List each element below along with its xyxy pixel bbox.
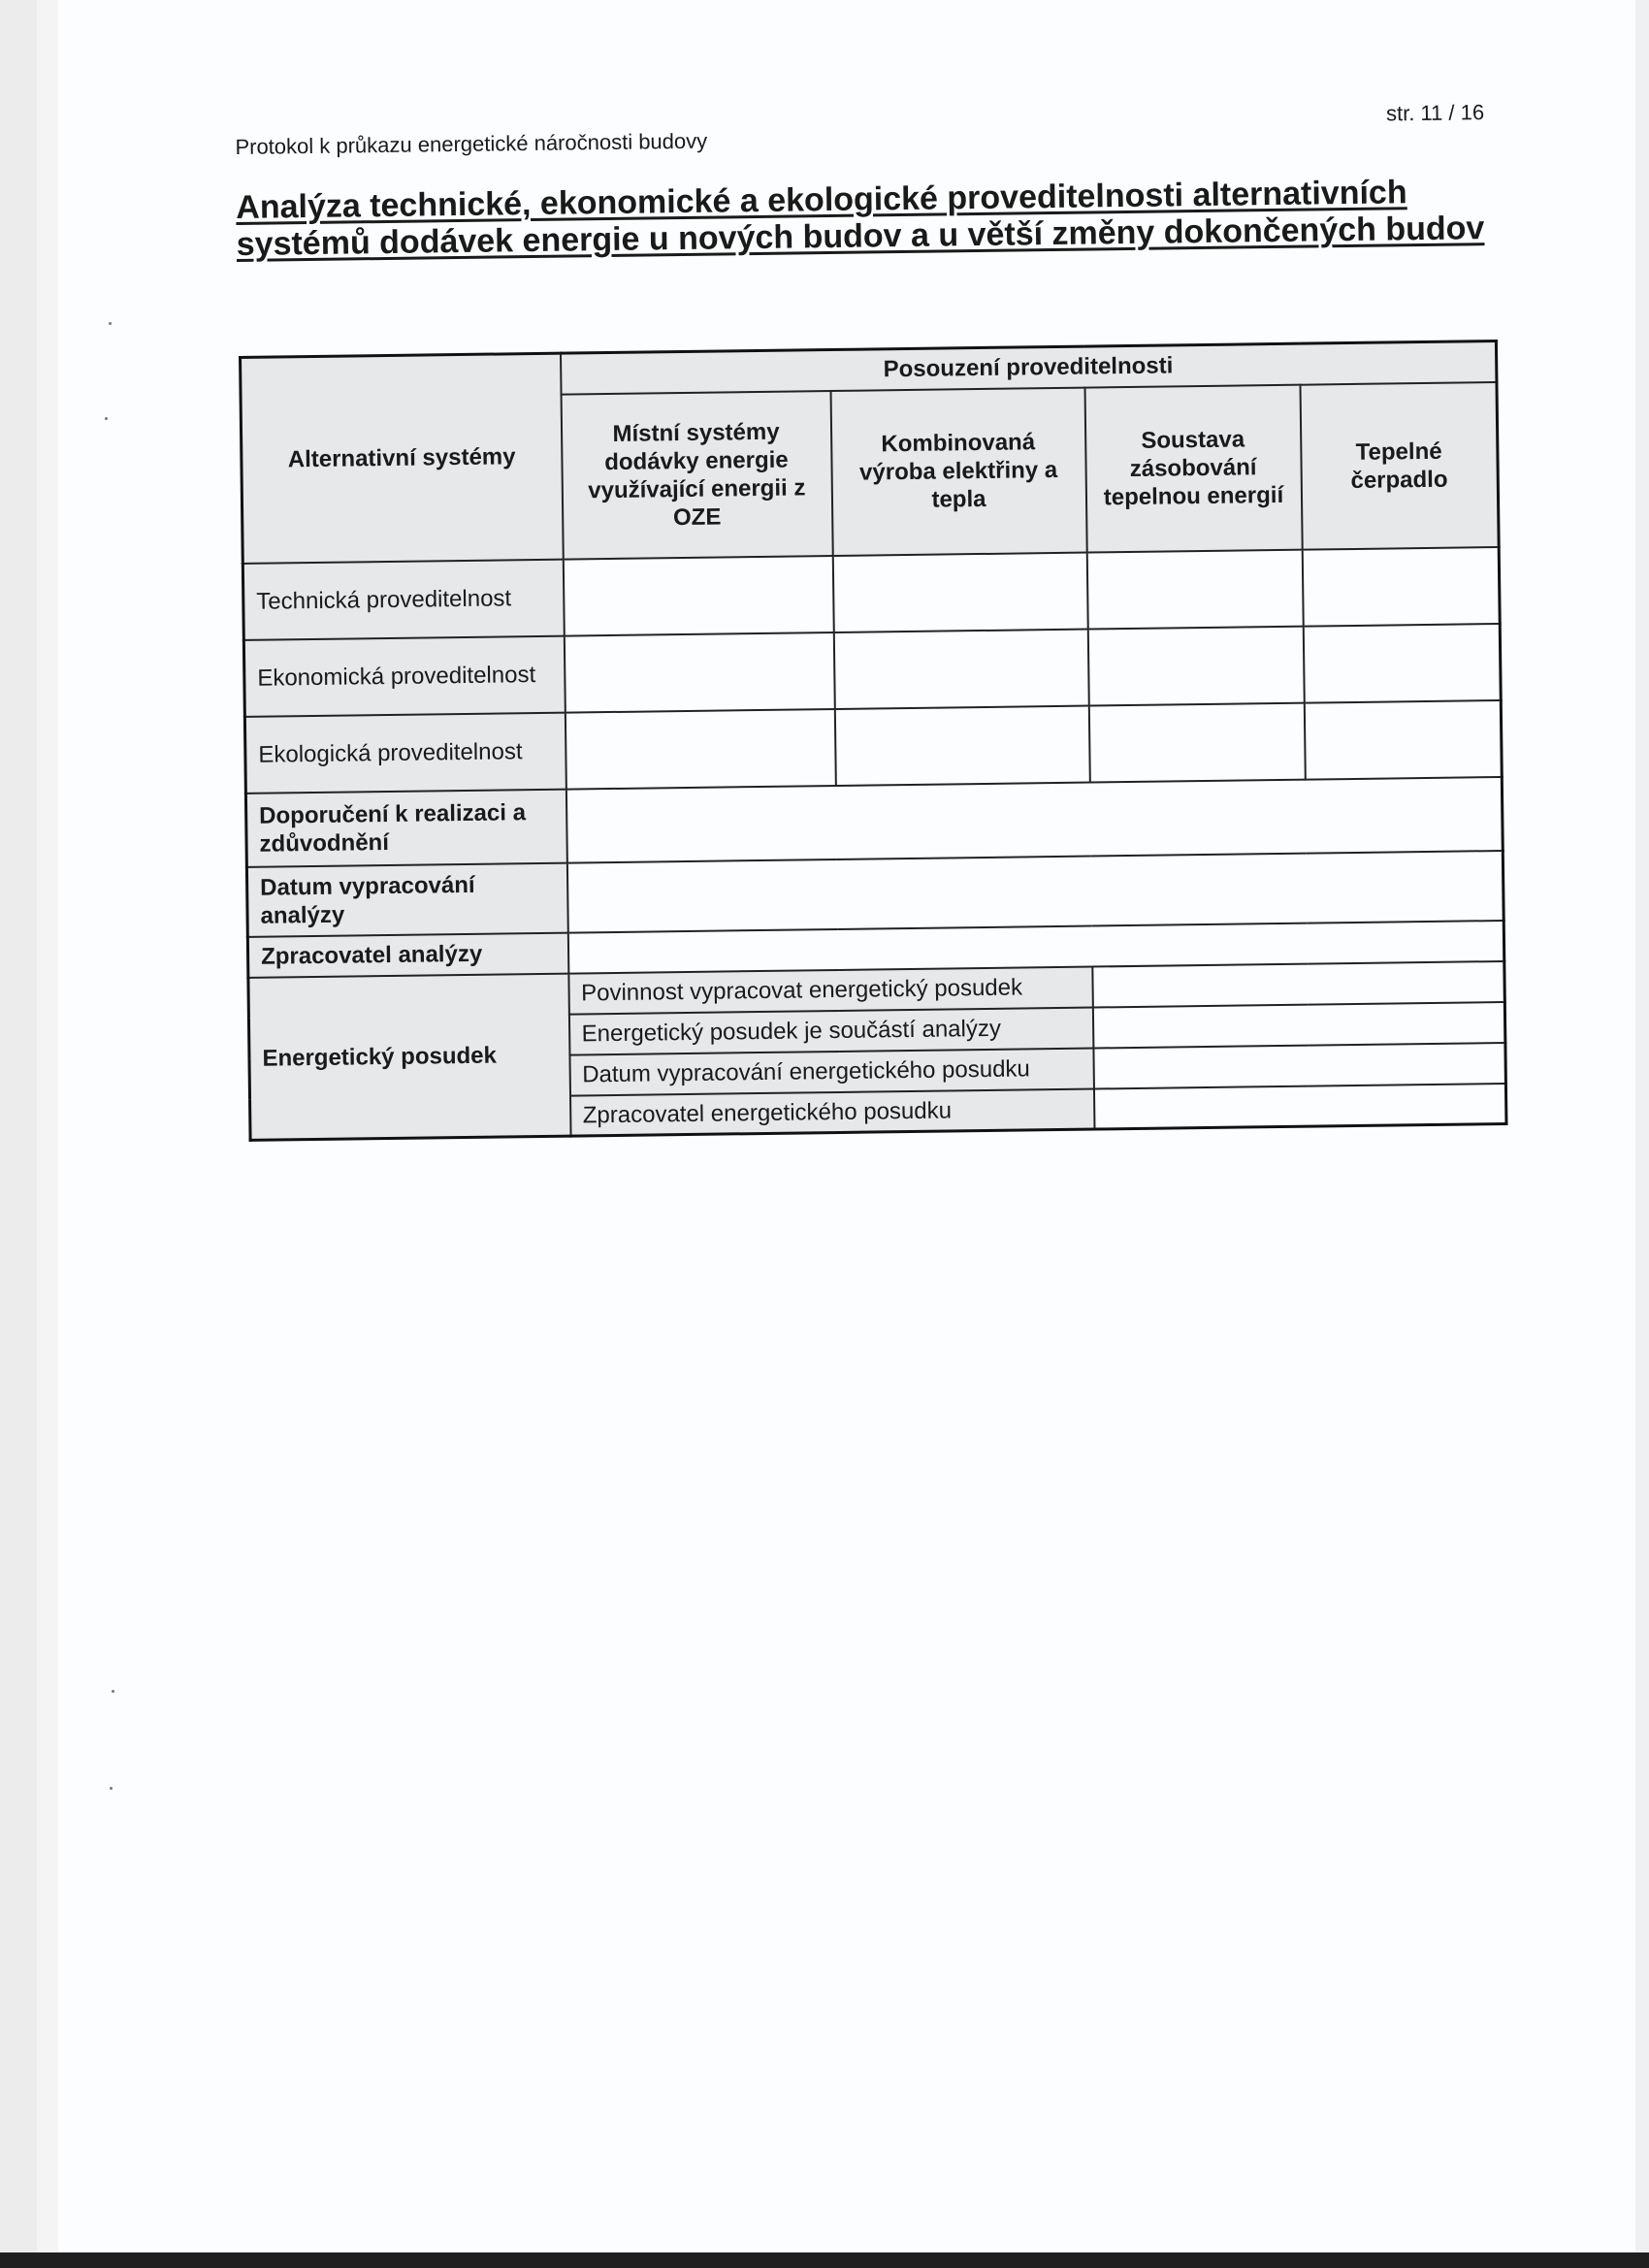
scan-edge-left [0,0,37,2268]
row-label-energy-audit: Energetický posudek [248,973,570,1140]
column-header-heat-pump: Tepelné čerpadlo [1300,382,1499,550]
section-heading: Analýza technické, ekonomické a ekologické proveditelnosti alternativních systémů dodávek energie u nových budov a u větší změny dokončených budov [236,174,1485,263]
input-cell[interactable] [563,556,833,636]
input-cell[interactable] [833,629,1088,708]
row-label-economic: Ekonomická proveditelnost [243,635,565,716]
input-cell[interactable] [834,705,1089,785]
input-cell[interactable] [565,708,835,789]
energy-audit-item: Datum vypracování energetického posudku [569,1048,1094,1095]
row-label-ecological: Ekologická proveditelnost [244,712,566,793]
input-cell[interactable] [1302,547,1500,627]
feasibility-table [239,340,1508,1142]
input-cell[interactable] [1088,702,1305,782]
energy-audit-input[interactable] [1093,1083,1506,1129]
energy-audit-input[interactable] [1092,1001,1505,1048]
scan-speck [112,1690,114,1693]
energy-audit-item: Energetický posudek je součástí analýzy [568,1007,1093,1054]
energy-audit-input[interactable] [1092,960,1505,1007]
page-number: str. 11 / 16 [1385,100,1485,126]
scan-speck [105,417,108,420]
group-header: Posouzení proveditelnosti [560,341,1496,395]
page-header [233,95,1485,160]
energy-audit-item: Zpracovatel energetického posudku [570,1088,1095,1136]
scan-edge-bottom [0,2252,1649,2268]
energy-audit-input[interactable] [1093,1042,1506,1088]
scan-speck [109,322,112,325]
column-header-oze: Místní systémy dodávky energie využívající energii z OZE [561,391,832,560]
row-label-technical: Technická proveditelnost [242,559,564,639]
column-header-chp: Kombinovaná výroba elektřiny a tepla [830,387,1086,555]
document-title: Protokol k průkazu energetické náročnosti budovy [235,128,708,159]
scan-edge-right [1635,0,1649,2252]
row-label-analysis-author: Zpracovatel analýzy [247,932,568,977]
analysis-date-input[interactable] [566,850,1504,932]
column-header-district-heating: Soustava zásobování tepelnou energií [1084,384,1302,552]
input-cell[interactable] [832,552,1087,632]
energy-audit-item: Povinnost vypracovat energetický posudek [568,966,1093,1014]
input-cell[interactable] [1086,549,1303,629]
row-label-analysis-date: Datum vypracování analýzy [246,862,567,936]
corner-header: Alternativní systémy [241,353,564,563]
input-cell[interactable] [1304,699,1502,779]
input-cell[interactable] [564,632,834,712]
input-cell[interactable] [1303,624,1501,703]
scan-speck [110,1787,113,1790]
row-label-recommendation: Doporučení k realizaci a zdůvodnění [245,789,566,866]
scan-edge-shadow [37,0,58,2268]
feasibility-form [239,340,1508,1142]
recommendation-input[interactable] [566,776,1503,862]
input-cell[interactable] [1087,626,1304,705]
